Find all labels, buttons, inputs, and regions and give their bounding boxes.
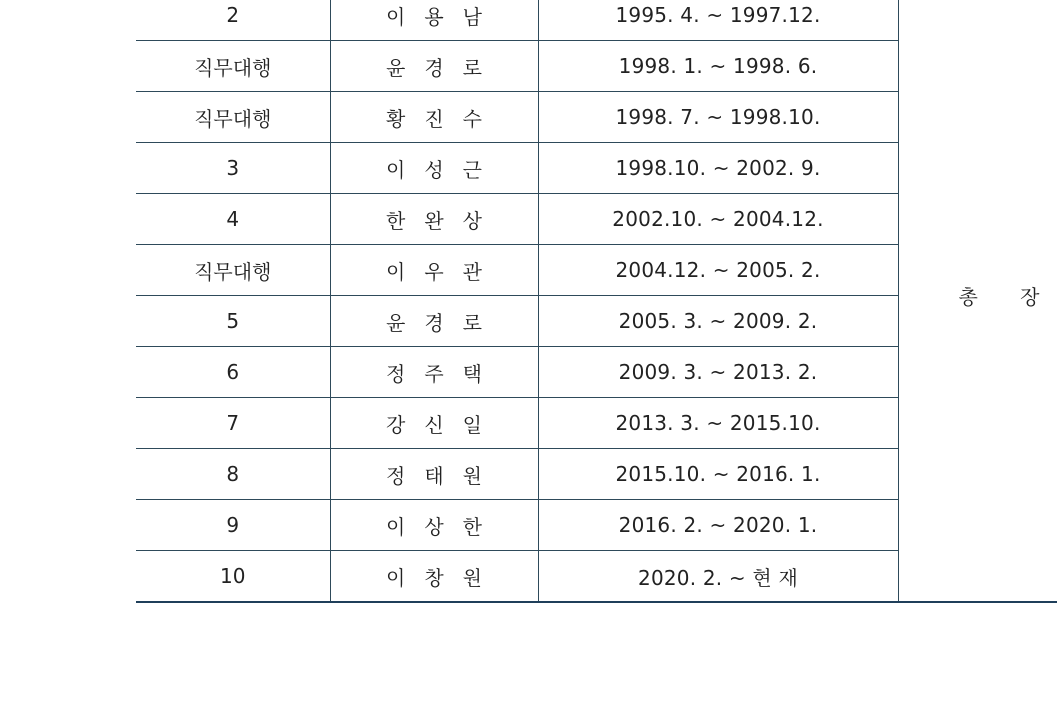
order-cell: 6 [136, 347, 330, 398]
term-cell: 2015.10. ~ 2016. 1. [538, 449, 898, 500]
term-cell: 2013. 3. ~ 2015.10. [538, 398, 898, 449]
name-cell: 윤경로 [330, 41, 538, 92]
name-cell: 황진수 [330, 92, 538, 143]
order-cell: 4 [136, 194, 330, 245]
order-cell: 직무대행 [136, 245, 330, 296]
name-cell: 정주택 [330, 347, 538, 398]
table [136, 0, 1057, 603]
name-cell: 이상한 [330, 500, 538, 551]
name-cell: 윤경로 [330, 296, 538, 347]
term-cell: 2002.10. ~ 2004.12. [538, 194, 898, 245]
president-history-table [136, 0, 1057, 603]
name-cell: 정태원 [330, 449, 538, 500]
name-cell: 이우관 [330, 245, 538, 296]
name-cell: 이용남 [330, 0, 538, 41]
table-row [136, 0, 1057, 41]
order-cell: 7 [136, 398, 330, 449]
term-cell: 1998.10. ~ 2002. 9. [538, 143, 898, 194]
name-cell: 강신일 [330, 398, 538, 449]
order-cell: 3 [136, 143, 330, 194]
order-cell: 8 [136, 449, 330, 500]
title-cell: 총 장 [898, 0, 1057, 602]
term-cell: 2005. 3. ~ 2009. 2. [538, 296, 898, 347]
term-cell: 1998. 1. ~ 1998. 6. [538, 41, 898, 92]
order-cell: 직무대행 [136, 92, 330, 143]
order-cell: 직무대행 [136, 41, 330, 92]
term-cell: 2020. 2. ~ 현 재 [538, 551, 898, 603]
name-cell: 이성근 [330, 143, 538, 194]
term-cell: 2016. 2. ~ 2020. 1. [538, 500, 898, 551]
term-cell: 2004.12. ~ 2005. 2. [538, 245, 898, 296]
name-cell: 한완상 [330, 194, 538, 245]
order-cell: 2 [136, 0, 330, 41]
term-cell: 1995. 4. ~ 1997.12. [538, 0, 898, 41]
order-cell: 9 [136, 500, 330, 551]
order-cell: 10 [136, 551, 330, 603]
term-cell: 1998. 7. ~ 1998.10. [538, 92, 898, 143]
order-cell: 5 [136, 296, 330, 347]
term-cell: 2009. 3. ~ 2013. 2. [538, 347, 898, 398]
name-cell: 이창원 [330, 551, 538, 603]
